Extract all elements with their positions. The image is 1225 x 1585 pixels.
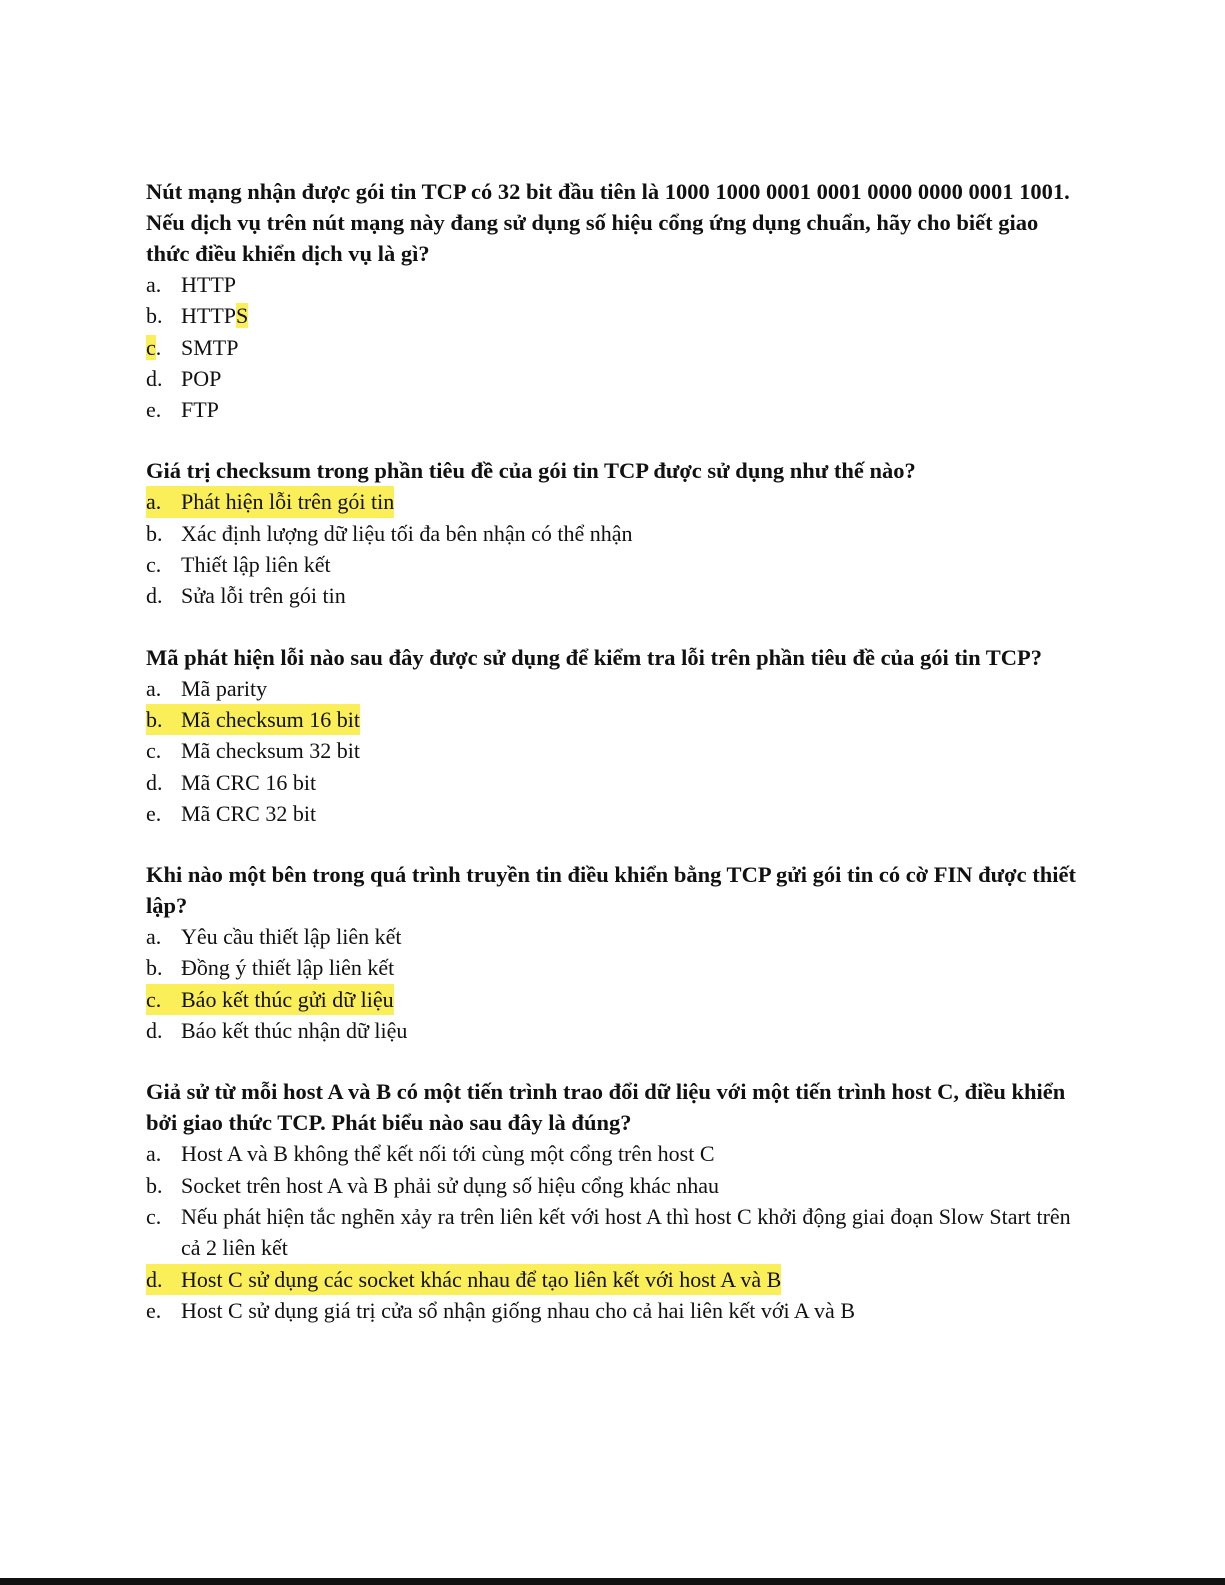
option-letter: b. <box>146 520 163 546</box>
question-3 <box>146 642 1081 829</box>
option-list <box>146 921 1081 1046</box>
option-text: SMTP <box>181 334 239 360</box>
option-letter: b. <box>146 303 163 329</box>
option-text: Host C sử dụng các socket khác nhau để tạo liên kết với host A và B <box>181 1266 782 1292</box>
question-4 <box>146 859 1081 1046</box>
option-text: Báo kết thúc gửi dữ liệu <box>181 986 394 1012</box>
option-d <box>146 767 1081 798</box>
option-list <box>146 486 1081 611</box>
question-1 <box>146 176 1081 425</box>
option-letter: d. <box>146 583 163 609</box>
option-a <box>146 921 1081 952</box>
option-text: Mã checksum 32 bit <box>181 738 361 764</box>
option-letter: c. <box>146 334 162 360</box>
option-letter: d. <box>146 1266 163 1292</box>
option-a <box>146 1138 1081 1169</box>
option-text: Báo kết thúc nhận dữ liệu <box>181 1018 408 1044</box>
option-text: POP <box>181 365 222 391</box>
answer-highlight: S <box>236 303 249 329</box>
option-text: Mã parity <box>181 675 268 701</box>
option-b <box>146 1170 1081 1201</box>
option-b <box>146 300 1081 331</box>
option-c <box>146 984 1081 1015</box>
option-letter: e. <box>146 397 162 423</box>
option-e <box>146 1295 1081 1326</box>
option-b <box>146 952 1081 983</box>
answer-highlight <box>146 1264 781 1295</box>
option-e <box>146 394 1081 425</box>
option-letter: b. <box>146 955 163 981</box>
answer-highlight <box>146 984 394 1015</box>
option-a <box>146 269 1081 300</box>
question-text: Giả sử từ mỗi host A và B có một tiến trình trao đổi dữ liệu với một tiến trình host C, điều khiển bởi giao thức TCP. Phát biểu nào sau đây là đúng? <box>146 1079 1066 1136</box>
question-text: Nút mạng nhận được gói tin TCP có 32 bit đầu tiên là 1000 1000 0001 0001 0000 0000 0001 1001. Nếu dịch vụ trên nút mạng này đang sử dụng số hiệu cổng ứng dụng chuẩn, hãy cho biết giao thức điều khiển dịch vụ là gì? <box>146 179 1070 266</box>
option-d <box>146 1015 1081 1046</box>
option-text: Xác định lượng dữ liệu tối đa bên nhận có thể nhận <box>181 520 633 546</box>
option-a <box>146 486 1081 517</box>
option-letter: d. <box>146 365 163 391</box>
option-a <box>146 673 1081 704</box>
option-letter: a. <box>146 924 162 950</box>
option-text: Mã checksum 16 bit <box>181 706 361 732</box>
option-letter: d. <box>146 769 163 795</box>
page-bottom-border <box>0 1578 1225 1585</box>
option-letter: b. <box>146 706 163 732</box>
option-letter: c. <box>146 986 162 1012</box>
option-letter: a. <box>146 489 162 515</box>
option-text: Mã CRC 32 bit <box>181 800 317 826</box>
option-d <box>146 1264 1081 1295</box>
option-letter: a. <box>146 1141 162 1167</box>
option-text <box>181 300 1081 331</box>
option-e <box>146 798 1081 829</box>
option-letter: c. <box>146 1203 162 1229</box>
option-b <box>146 518 1081 549</box>
quiz-content <box>146 176 1081 1356</box>
option-text: Host A và B không thể kết nối tới cùng một cổng trên host C <box>181 1141 715 1167</box>
option-d <box>146 363 1081 394</box>
option-letter: c. <box>146 738 162 764</box>
option-text: Nếu phát hiện tắc nghẽn xảy ra trên liên kết với host A thì host C khởi động giai đoạn Slow Start trên cả 2 liên kết <box>181 1203 1071 1261</box>
option-text: Yêu cầu thiết lập liên kết <box>181 924 402 950</box>
option-letter: a. <box>146 272 162 297</box>
option-letter: e. <box>146 1297 162 1323</box>
option-d <box>146 580 1081 611</box>
answer-highlight <box>146 704 360 735</box>
option-c <box>146 549 1081 580</box>
option-text: Mã CRC 16 bit <box>181 769 317 795</box>
option-letter: b. <box>146 1172 163 1198</box>
option-text: Socket trên host A và B phải sử dụng số hiệu cổng khác nhau <box>181 1172 720 1198</box>
option-c <box>146 1201 1081 1264</box>
option-b <box>146 704 1081 735</box>
option-text: HTTP <box>181 272 236 297</box>
option-c <box>146 332 1081 363</box>
answer-highlight <box>146 486 394 517</box>
option-text-plain: HTTP <box>181 303 236 329</box>
option-c <box>146 735 1081 766</box>
option-list <box>146 269 1081 425</box>
option-letter: a. <box>146 675 162 701</box>
question-5 <box>146 1076 1081 1326</box>
option-letter: d. <box>146 1018 163 1044</box>
option-text: Phát hiện lỗi trên gói tin <box>181 489 395 515</box>
answer-highlight: c <box>146 334 156 360</box>
question-text: Giá trị checksum trong phần tiêu đề của gói tin TCP được sử dụng như thế nào? <box>146 458 916 484</box>
option-text: Sửa lỗi trên gói tin <box>181 583 346 609</box>
option-list <box>146 673 1081 829</box>
option-text: FTP <box>181 397 219 423</box>
option-text: Host C sử dụng giá trị cửa sổ nhận giống nhau cho cả hai liên kết với A và B <box>181 1297 855 1323</box>
option-letter: c. <box>146 552 162 578</box>
question-text: Khi nào một bên trong quá trình truyền tin điều khiển bằng TCP gửi gói tin có cờ FIN được thiết lập? <box>146 862 1076 919</box>
option-text: Thiết lập liên kết <box>181 552 331 578</box>
option-letter: e. <box>146 800 162 826</box>
question-2 <box>146 455 1081 611</box>
option-text: Đồng ý thiết lập liên kết <box>181 955 395 981</box>
option-list <box>146 1138 1081 1326</box>
question-text: Mã phát hiện lỗi nào sau đây được sử dụng để kiểm tra lỗi trên phần tiêu đề của gói tin TCP? <box>146 644 1043 670</box>
